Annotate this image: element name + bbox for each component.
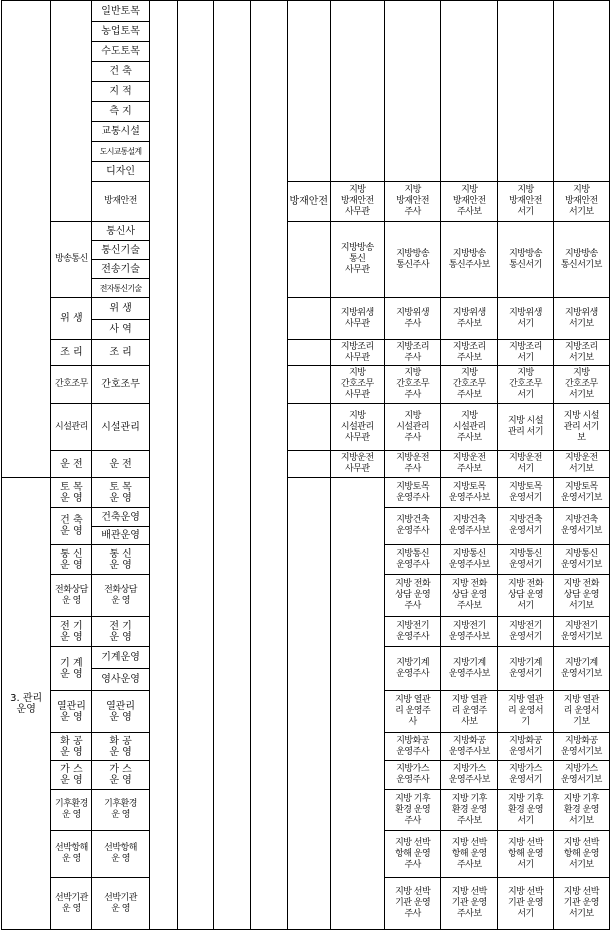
kind-cell: 토 목 운 영 bbox=[92, 478, 149, 508]
rank-cell: 지방위생 서기 bbox=[498, 298, 553, 340]
rank-cell: 지방 기후 환경 운영 서기 bbox=[498, 790, 553, 831]
kind-cell: 농업토목 bbox=[92, 22, 149, 42]
rank-cell: 지방방송 통신주사보 bbox=[441, 222, 498, 298]
rank-cell-empty bbox=[287, 298, 330, 340]
kind-cell: 배관운영 bbox=[92, 527, 149, 545]
rank-cell: 지방 간호조무 사무관 bbox=[330, 366, 384, 404]
rank-cell: 지방 전화 상담 운영 서기 bbox=[498, 575, 553, 617]
rank-cell: 지방 방재안전 주사 bbox=[385, 182, 441, 222]
rank-cell: 지방 전화 상담 운영 주사 bbox=[385, 575, 441, 617]
kind-cell: 수도토목 bbox=[92, 42, 149, 62]
rank-cell: 지방기계 운영서기 bbox=[498, 647, 553, 691]
rank-cell: 지방통신 운영서기 bbox=[498, 545, 553, 575]
series-cell: 통 신 운 영 bbox=[51, 545, 92, 575]
kind-cell: 선박항해 운 영 bbox=[92, 831, 149, 878]
rank-cell: 지방방송 통신서기 bbox=[498, 222, 553, 298]
series-cell: 전화상담 운 영 bbox=[51, 575, 92, 617]
rank-cell: 지방가스 운영서기보 bbox=[553, 761, 609, 790]
rank-cell: 지방화공 운영주사보 bbox=[441, 733, 498, 761]
rank-cell-empty bbox=[441, 1, 498, 182]
rank-cell: 지방 열관 리 운영주 사 bbox=[385, 691, 441, 733]
rank-cell: 지방화공 운영주사 bbox=[385, 733, 441, 761]
rank-cell: 지방 기후 환경 운영 주사보 bbox=[441, 790, 498, 831]
rank-cell: 지방방송 통신 사무관 bbox=[330, 222, 384, 298]
rank-cell: 지방운전 서기보 bbox=[553, 451, 609, 478]
rank-cell: 지방전기 운영주사 bbox=[385, 617, 441, 647]
rank-cell: 지방운전 주사보 bbox=[441, 451, 498, 478]
rank-cell: 지방가스 운영서기 bbox=[498, 761, 553, 790]
series-cell: 기후환경 운 영 bbox=[51, 790, 92, 831]
rank-cell: 지방 시설관리 사무관 bbox=[330, 404, 384, 451]
series-cell: 간호조무 bbox=[51, 366, 92, 404]
rank-cell: 지방 방재안전 서기보 bbox=[553, 182, 609, 222]
rank-cell-empty bbox=[498, 1, 553, 182]
rank-cell: 지방 간호조무 서기보 bbox=[553, 366, 609, 404]
kind-cell: 선박기관 운 영 bbox=[92, 878, 149, 930]
rank-cell: 지방위생 주사 bbox=[385, 298, 441, 340]
category-cell: 3. 관리 운영 bbox=[2, 478, 51, 930]
rank-cell: 지방 전화 상담 운영 서기보 bbox=[553, 575, 609, 617]
rank-cell: 지방 열관 리 운영주 사보 bbox=[441, 691, 498, 733]
rank-cell: 지방통신 운영주사 bbox=[385, 545, 441, 575]
rank-cell: 지방위생 사무관 bbox=[330, 298, 384, 340]
kind-cell: 간호조무 bbox=[92, 366, 149, 404]
rank-cell: 지방건축 운영주사보 bbox=[441, 508, 498, 545]
rank-cell-empty bbox=[287, 1, 330, 182]
rank-cell: 지방 시설관리 주사 bbox=[385, 404, 441, 451]
series-cell: 건 축 운 영 bbox=[51, 508, 92, 545]
kind-cell: 위 생 bbox=[92, 298, 149, 320]
rank-cell: 지방화공 운영서기보 bbox=[553, 733, 609, 761]
rank-cell: 지방 방재안전 주사보 bbox=[441, 182, 498, 222]
rank-cell: 지방화공 운영서기 bbox=[498, 733, 553, 761]
kind-cell: 전 기 운 영 bbox=[92, 617, 149, 647]
rank-cell: 지방 간호조무 서기 bbox=[498, 366, 553, 404]
blank-cell bbox=[213, 1, 250, 930]
rank-cell: 지방 열관 리 운영서 기보 bbox=[553, 691, 609, 733]
kind-cell: 기계운영 bbox=[92, 647, 149, 669]
rank-cell: 지방 전화 상담 운영 주사보 bbox=[441, 575, 498, 617]
series-cell: 선박항해 운 영 bbox=[51, 831, 92, 878]
rank-cell: 지방조리 서기보 bbox=[553, 340, 609, 366]
rank-cell: 지방 선박 기관 운영 서기보 bbox=[553, 878, 609, 930]
kind-cell: 열관리 운 영 bbox=[92, 691, 149, 733]
kind-cell: 시설관리 bbox=[92, 404, 149, 451]
rank-cell-empty bbox=[287, 366, 330, 404]
rank-cell: 지방기계 운영서기보 bbox=[553, 647, 609, 691]
rank-cell: 지방건축 운영서기 bbox=[498, 508, 553, 545]
category-cell-top bbox=[2, 1, 51, 478]
rank-cell: 지방조리 사무관 bbox=[330, 340, 384, 366]
rank-cell: 지방조리 주사 bbox=[385, 340, 441, 366]
rank-cell: 지방 방재안전 사무관 bbox=[330, 182, 384, 222]
rank-cell: 지방 선박 기관 운영 주사 bbox=[385, 878, 441, 930]
rank-cell: 지방전기 운영주사보 bbox=[441, 617, 498, 647]
kind-cell: 통 신 운 영 bbox=[92, 545, 149, 575]
rank-cell-empty bbox=[287, 340, 330, 366]
rank-cell: 지방방송 통신주사 bbox=[385, 222, 441, 298]
rank-cell: 지방통신 운영주사보 bbox=[441, 545, 498, 575]
rank-cell: 지방위생 주사보 bbox=[441, 298, 498, 340]
series-cell: 화 공 운 영 bbox=[51, 733, 92, 761]
blank-cell bbox=[149, 1, 178, 930]
kind-cell: 사 역 bbox=[92, 320, 149, 340]
series-cell: 전 기 운 영 bbox=[51, 617, 92, 647]
rank-cell: 지방가스 운영주사보 bbox=[441, 761, 498, 790]
rank-cell: 지방토목 운영서기 bbox=[498, 478, 553, 508]
series-cell: 기 계 운 영 bbox=[51, 647, 92, 691]
rank-cell: 지방위생 서기보 bbox=[553, 298, 609, 340]
rank-cell: 지방 기후 환경 운영 주사 bbox=[385, 790, 441, 831]
rank-cell-empty bbox=[385, 1, 441, 182]
rank-cell: 지방운전 주사 bbox=[385, 451, 441, 478]
kind-cell: 영사운영 bbox=[92, 669, 149, 691]
kind-cell: 전자통신기술 bbox=[92, 279, 149, 298]
rank-cell: 지방 선박 항해 운영 서기보 bbox=[553, 831, 609, 878]
series-cell: 시설관리 bbox=[51, 404, 92, 451]
rank-cell-empty bbox=[287, 404, 330, 451]
rank-cell: 지방토목 운영주사보 bbox=[441, 478, 498, 508]
kind-cell: 전송기술 bbox=[92, 260, 149, 279]
series-cell: 열관리 운 영 bbox=[51, 691, 92, 733]
rank-cell: 지방운전 서기 bbox=[498, 451, 553, 478]
kind-cell: 지 적 bbox=[92, 82, 149, 102]
rank-cell: 지방전기 운영서기 bbox=[498, 617, 553, 647]
rank-cell: 지방운전 사무관 bbox=[330, 451, 384, 478]
rank-cell: 지방방송 통신서기보 bbox=[553, 222, 609, 298]
rank-cell: 지방토목 운영주사 bbox=[385, 478, 441, 508]
kind-cell: 도시교통설계 bbox=[92, 142, 149, 162]
rank-cell: 지방 선박 항해 운영 서기 bbox=[498, 831, 553, 878]
rank-cell-empty bbox=[287, 478, 330, 930]
kind-cell: 측 지 bbox=[92, 102, 149, 122]
rank-cell: 지방건축 운영주사 bbox=[385, 508, 441, 545]
rank-cell-empty bbox=[330, 478, 384, 930]
rank-cell: 지방 선박 항해 운영 주사 bbox=[385, 831, 441, 878]
rank-cell: 지방전기 운영서기보 bbox=[553, 617, 609, 647]
rank-cell: 지방 시설관리 주사보 bbox=[441, 404, 498, 451]
rank-cell: 지방 기후 환경 운영 서기보 bbox=[553, 790, 609, 831]
rank-cell: 지방건축 운영서기보 bbox=[553, 508, 609, 545]
kind-cell: 일반토목 bbox=[92, 1, 149, 22]
rank-cell-empty bbox=[287, 451, 330, 478]
rank-cell: 지방기계 운영주사보 bbox=[441, 647, 498, 691]
kind-cell: 건축운영 bbox=[92, 508, 149, 527]
kind-cell: 전화상담 운 영 bbox=[92, 575, 149, 617]
series-cell: 운 전 bbox=[51, 451, 92, 478]
kind-cell: 운 전 bbox=[92, 451, 149, 478]
rank-cell: 지방 선박 기관 운영 주사보 bbox=[441, 878, 498, 930]
rank-cell: 지방 방재안전 서기 bbox=[498, 182, 553, 222]
rank-cell: 지방통신 운영서기보 bbox=[553, 545, 609, 575]
kind-cell: 조 리 bbox=[92, 340, 149, 366]
rank-cell: 지방 시설 관리 서기 bbox=[498, 404, 553, 451]
kind-cell: 화 공 운 영 bbox=[92, 733, 149, 761]
rank-cell: 지방조리 주사보 bbox=[441, 340, 498, 366]
rank-cell: 지방 간호조무 주사보 bbox=[441, 366, 498, 404]
rank-cell: 지방 열관 리 운영서 기 bbox=[498, 691, 553, 733]
rank-cell: 지방토목 운영서기보 bbox=[553, 478, 609, 508]
blank-cell bbox=[178, 1, 214, 930]
rank-cell: 지방 선박 기관 운영 서기 bbox=[498, 878, 553, 930]
rank-cell-empty bbox=[287, 222, 330, 298]
rank-cell: 지방 선박 항해 운영 주사보 bbox=[441, 831, 498, 878]
series-cell: 방재안전 bbox=[92, 182, 149, 222]
series-cell-civil bbox=[51, 1, 92, 222]
series-cell: 가 스 운 영 bbox=[51, 761, 92, 790]
rank-cell-empty bbox=[553, 1, 609, 182]
kind-cell: 방재안전 bbox=[287, 182, 330, 222]
kind-cell: 건 축 bbox=[92, 62, 149, 82]
job-classification-table bbox=[1, 0, 610, 930]
kind-cell: 교통시설 bbox=[92, 122, 149, 142]
series-cell: 선박기관 운 영 bbox=[51, 878, 92, 930]
rank-cell: 지방 시설 관리 서기 보 bbox=[553, 404, 609, 451]
series-cell: 토 목 운 영 bbox=[51, 478, 92, 508]
series-cell: 방송통신 bbox=[51, 222, 92, 298]
kind-cell: 디자인 bbox=[92, 162, 149, 182]
kind-cell: 통신기술 bbox=[92, 241, 149, 260]
rank-cell: 지방조리 서기 bbox=[498, 340, 553, 366]
rank-cell: 지방가스 운영주사 bbox=[385, 761, 441, 790]
blank-cell bbox=[250, 1, 287, 930]
rank-cell: 지방 간호조무 주사 bbox=[385, 366, 441, 404]
rank-cell: 지방기계 운영주사 bbox=[385, 647, 441, 691]
kind-cell: 기후환경 운 영 bbox=[92, 790, 149, 831]
series-cell: 위 생 bbox=[51, 298, 92, 340]
rank-cell-empty bbox=[330, 1, 384, 182]
kind-cell: 통신사 bbox=[92, 222, 149, 241]
kind-cell: 가 스 운 영 bbox=[92, 761, 149, 790]
series-cell: 조 리 bbox=[51, 340, 92, 366]
